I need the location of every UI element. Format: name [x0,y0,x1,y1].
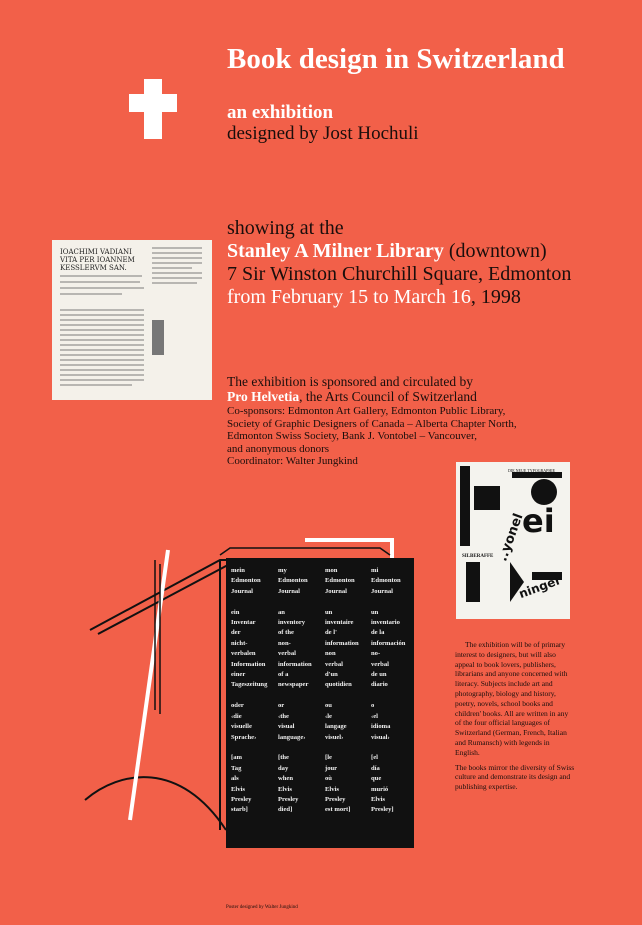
book-word: verbal [371,660,389,668]
book-word: an [278,608,285,616]
book-word: of the [278,629,294,637]
page-title: Book design in Switzerland [227,43,565,75]
venue-line [227,240,547,263]
book-word: [the [278,754,289,762]
dates-year: , 1998 [470,286,521,308]
manuscript-line: KESSLERVM SAN. [60,264,127,272]
book-word: visual [278,723,295,731]
book-column-english [278,566,324,816]
book-word: of a [278,671,289,679]
poster-word: ..yonel [495,511,527,564]
book-word: information [278,660,312,668]
book-word: ‹the [278,712,289,720]
address-line: 7 Sir Winston Churchill Square, Edmonton [227,263,572,285]
sponsor-line-2-rest: , the Arts Council of Switzerland [299,389,477,404]
book-word: day [278,764,289,772]
book-word: Presley] [371,806,394,814]
book-word: einer [231,671,246,679]
book-word: verbal [325,660,343,668]
book-word: died] [278,806,293,814]
book-word: Edmonton [371,577,401,585]
book-word: jour [325,764,338,772]
book-word: visual› [371,733,390,741]
cosponsor-line: Co-sponsors: Edmonton Art Gallery, Edmonton Public Library, [227,405,506,417]
downtown-label: (downtown) [443,240,547,262]
book-word: Journal [371,587,393,595]
coordinator-line: Coordinator: Walter Jungkind [227,455,358,468]
book-word: Tag [231,764,242,772]
book-word: d'un [325,671,338,679]
cosponsor-line: Edmonton Swiss Society, Bank J. Vontobel – Vancouver, [227,430,478,443]
manuscript-line: IOACHIMI VADIANI [60,248,132,256]
book-word: nicht- [231,639,248,647]
book-word: ou [325,702,332,710]
book-word: de un [371,671,387,679]
book-word: información [371,639,406,647]
book-word: quotidien [325,681,352,689]
book-word: Journal [231,587,253,595]
book-word: Elvis [231,785,245,793]
book-word: mi [371,567,379,574]
book-word: Edmonton [231,577,261,585]
book-word: my [278,567,287,574]
book-word: inventaire [325,619,354,627]
book-word: inventario [371,619,400,627]
book-word: der [231,629,241,637]
book-word: día [371,764,380,772]
book-word: un [325,608,333,616]
book-word: Presley [231,795,252,803]
book-word: visuelle [231,723,252,731]
description-block [455,640,575,797]
book-word: non [325,650,336,658]
book-word: Edmonton [278,577,308,585]
book-word: langage [325,723,347,731]
library-name: Stanley A Milner Library [227,240,444,262]
book-word: information [325,639,359,647]
book-word: Tageszeitung [231,681,268,689]
description-paragraph: The books mirror the diversity of Swiss culture and demonstrate its design and publishing expertise. [455,762,575,792]
cosponsor-line: and anonymous donors [227,442,330,455]
book-word: ‹le [325,712,332,720]
manuscript-line: VITA PER IOANNEM [60,256,135,264]
book-word: ‹el [371,712,378,720]
poster-word: ninger [516,572,563,602]
poster-credit: Poster designed by Walter Jungkind [226,905,298,910]
book-word: non- [278,639,291,647]
book-word: mon [325,567,338,574]
poster-top-label: DIE NEUE TYPOGRAPHIE [508,468,556,473]
description-paragraph: The exhibition will be of primary interest to designers, but will also appeal to book lovers, publishers, librarians and anyone concerned with literacy. Subjects include art and photography, biology and history, poetry, novels, school books and children' books. All are written in any of the four official languages of Switzerland (German, French, Italian and Rumansch) with legends in English. [455,640,569,757]
book-word: Journal [325,587,347,595]
book-word: Elvis [371,795,385,803]
book-word: or [278,702,285,710]
book-page [226,558,414,848]
book-word: Presley [325,795,346,803]
poster-word: ei [522,502,555,540]
book-word: no- [371,650,381,658]
book-word: ‹die [231,712,242,720]
book-word: Sprache› [231,733,257,741]
book-word: verbal [278,650,296,658]
book-word: mein [231,567,245,574]
poster-side-label: SILBERAFFE [462,554,494,559]
poster-thumbnail-image [456,462,570,619]
sponsor-line-1: The exhibition is sponsored and circulated by [227,374,473,389]
swiss-cross-icon-bar [129,94,177,112]
book-word: Information [231,660,266,668]
book-word: Elvis [278,785,292,793]
sponsor-block [227,374,477,404]
book-word: est mort] [325,806,351,814]
dates-line [227,286,521,309]
book-word: de l' [325,629,337,637]
book-word: Edmonton [325,577,355,585]
book-word: diario [371,681,388,689]
cosponsor-block [227,405,517,468]
book-word: als [231,775,239,783]
book-column-french [325,566,371,816]
cosponsor-line: Society of Graphic Designers of Canada – Alberta Chapter North, [227,417,517,430]
book-word: Elvis [325,785,339,793]
book-word: où [325,775,332,783]
book-word: starb] [231,806,248,814]
book-word: verbalen [231,650,256,658]
book-word: language› [278,733,306,741]
book-word: [am [231,754,242,762]
manuscript-page-image [52,240,212,400]
book-word: visuel› [325,733,344,741]
book-word: Journal [278,587,300,595]
book-word: un [371,608,379,616]
book-word: newspaper [278,681,309,689]
book-word: oder [231,702,244,710]
book-word: ein [231,608,240,616]
dates-main: from February 15 to March 16 [227,286,471,308]
book-word: inventory [278,619,306,627]
book-word: [le [325,754,332,762]
sponsor-line-2 [227,389,477,404]
book-word: Presley [278,795,299,803]
manuscript-texture [52,240,212,400]
book-word: Inventar [231,619,256,627]
showing-line: showing at the [227,217,344,239]
book-word: que [371,775,382,783]
pro-helvetia: Pro Helvetia [227,389,300,404]
book-word: o [371,702,375,710]
book-word: de la [371,629,385,637]
book-word: when [278,775,294,783]
book-word: idioma [371,723,391,731]
book-column-german [231,566,277,816]
book-column-spanish [371,566,417,816]
subtitle: an exhibition [227,102,334,123]
book-word: [el [371,754,378,762]
designer-line: designed by Jost Hochuli [227,123,419,144]
book-word: murió [371,785,389,793]
